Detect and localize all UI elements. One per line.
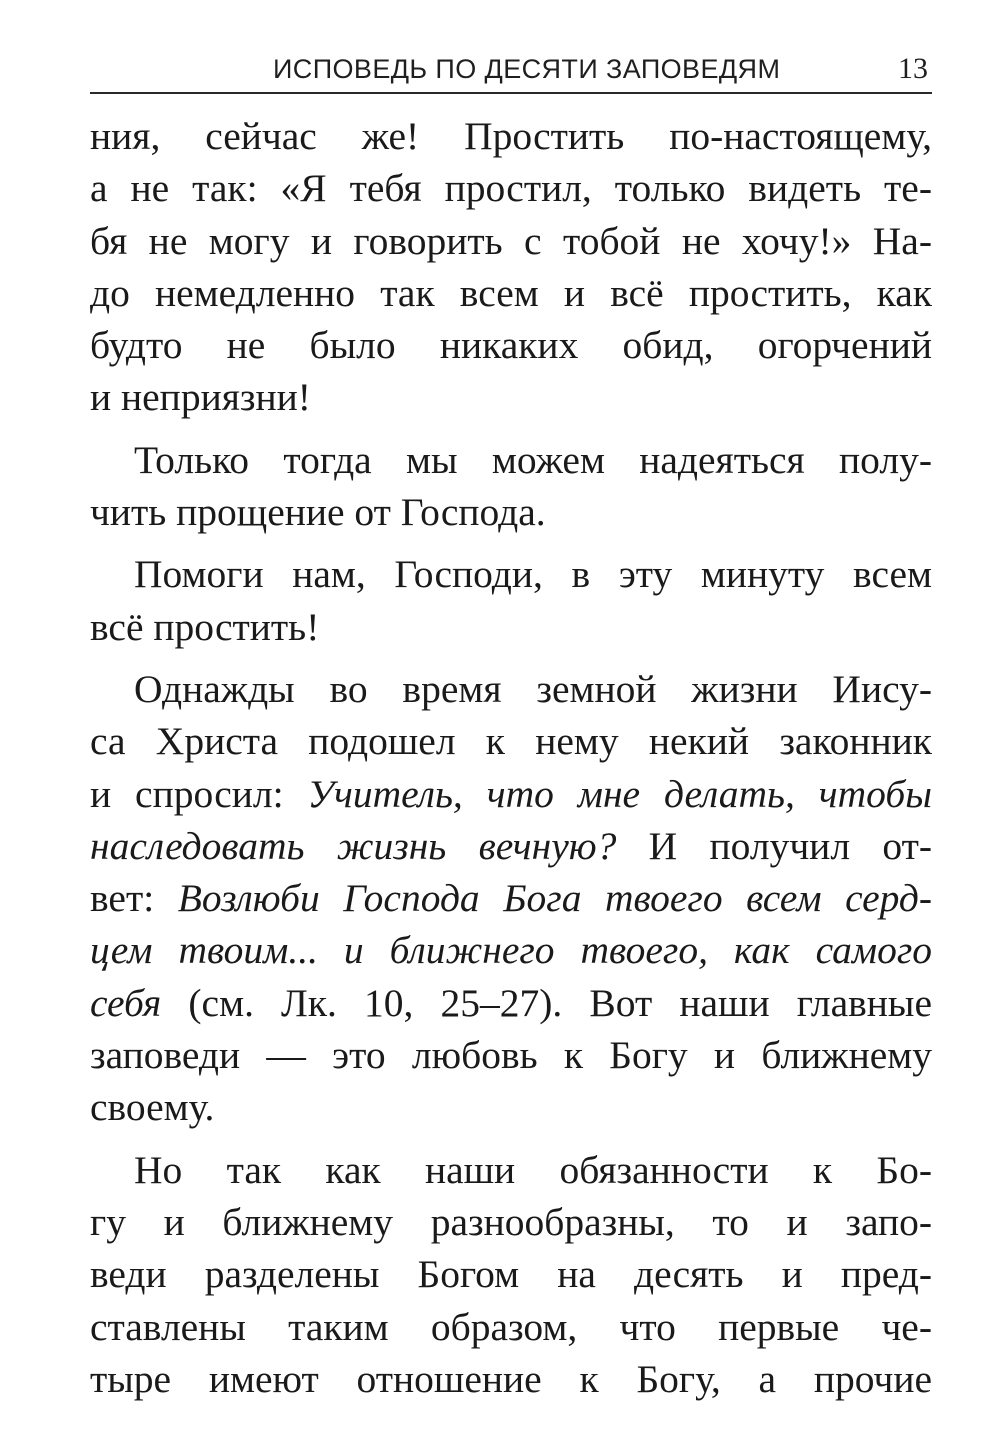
text-segment: ставлены таким образом, что первые че-	[90, 1304, 932, 1349]
text-segment: а не так: «Я тебя простил, только видеть те-	[90, 166, 932, 211]
text-line	[90, 319, 932, 371]
text-segment: и неприязни!	[90, 375, 311, 420]
italic-quote-segment: цем твоим... и ближнего твоего, как самого	[90, 928, 932, 973]
text-segment: ния, сейчас же! Простить по-настоящему,	[90, 114, 932, 158]
text-segment: Только тогда мы можем надеяться полу-	[134, 437, 932, 482]
italic-quote-segment: наследовать жизнь вечную?	[90, 823, 617, 868]
text-line	[90, 434, 932, 486]
text-segment: и спросил:	[90, 771, 308, 816]
text-segment: чить прощение от Господа.	[90, 490, 546, 535]
text-segment: Помоги нам, Господи, в эту минуту всем	[134, 552, 932, 597]
text-line	[90, 1301, 932, 1353]
text-line	[90, 1081, 932, 1133]
text-line	[90, 1353, 932, 1405]
running-title: ИСПОВЕДЬ ПО ДЕСЯТИ ЗАПОВЕДЯМ	[273, 54, 781, 84]
text-segment: вет:	[90, 876, 178, 921]
text-segment: заповеди — это любовь к Богу и ближнему	[90, 1033, 932, 1078]
text-line	[90, 601, 932, 653]
text-segment: Однажды во время земной жизни Иису-	[134, 666, 932, 711]
text-segment: (см. Лк. 10, 25–27). Вот наши главные	[161, 980, 932, 1025]
body-text	[90, 110, 932, 1405]
text-line	[90, 924, 932, 976]
italic-quote-segment: себя	[90, 980, 162, 1025]
text-line	[90, 548, 932, 600]
text-line	[90, 872, 932, 924]
text-line	[90, 486, 932, 538]
text-line	[90, 1029, 932, 1081]
italic-quote-segment: Учитель, что мне делать, чтобы	[307, 771, 932, 816]
text-line	[90, 215, 932, 267]
text-segment: бя не могу и говорить с тобой не хочу!» На-	[90, 218, 932, 263]
page-number: 13	[898, 52, 928, 85]
text-line	[90, 663, 932, 715]
text-line	[90, 1196, 932, 1248]
text-line	[90, 1144, 932, 1196]
text-segment: своему.	[90, 1085, 215, 1130]
text-line	[90, 110, 932, 162]
text-line	[90, 371, 932, 423]
text-line	[90, 768, 932, 820]
italic-quote-segment: Возлюби Господа Бога твоего всем серд-	[177, 876, 932, 921]
text-segment: тыре имеют отношение к Богу, а прочие	[90, 1356, 932, 1401]
text-segment: Но так как наши обязанности к Бо-	[134, 1147, 932, 1192]
text-segment: гу и ближнему разнообразны, то и запо-	[90, 1199, 932, 1244]
text-line	[90, 715, 932, 767]
text-line	[90, 977, 932, 1029]
text-segment: до немедленно так всем и всё простить, как	[90, 270, 932, 315]
text-segment: веди разделены Богом на десять и пред-	[90, 1252, 932, 1297]
text-segment: всё простить!	[90, 604, 320, 649]
text-segment: будто не было никаких обид, огорчений	[90, 323, 932, 368]
text-segment: И получил от-	[616, 823, 932, 868]
text-line	[90, 820, 932, 872]
running-head	[90, 40, 932, 94]
text-segment: са Христа подошел к нему некий законник	[90, 719, 932, 764]
text-line	[90, 1248, 932, 1300]
text-line	[90, 267, 932, 319]
text-line	[90, 162, 932, 214]
